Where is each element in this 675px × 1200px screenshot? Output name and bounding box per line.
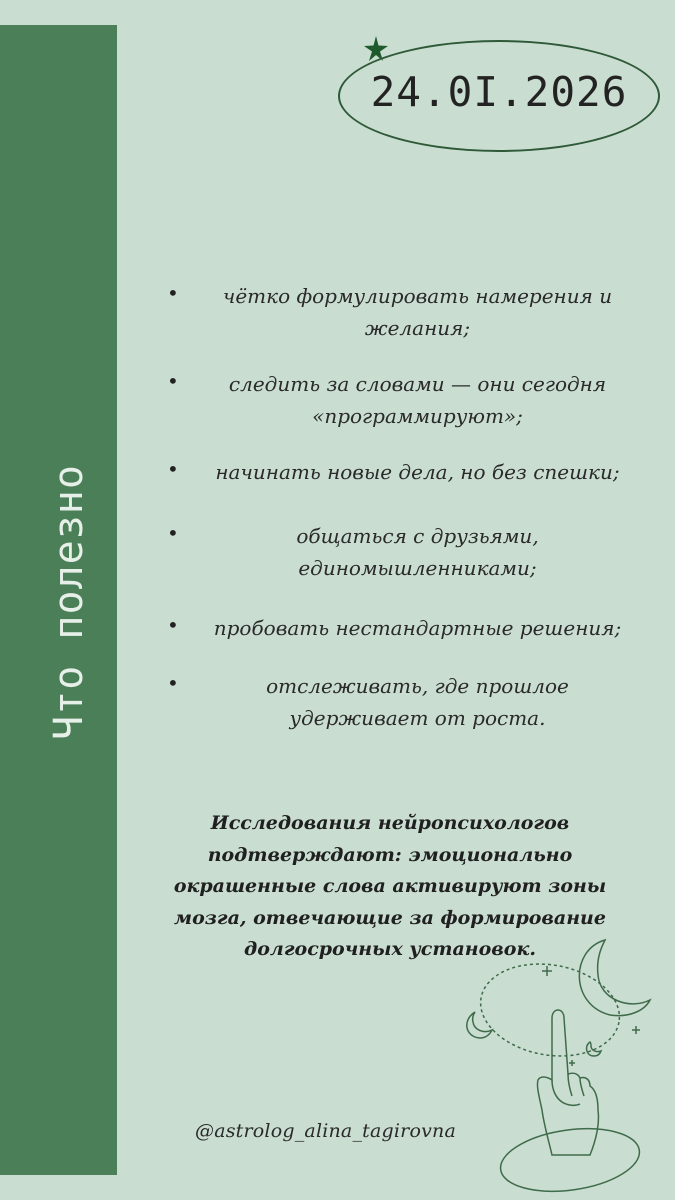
list-item [160, 456, 640, 520]
date-badge [338, 40, 660, 152]
bullet-icon: • [167, 521, 179, 545]
list-item-text: общаться с друзьями, единомышленниками; [296, 524, 539, 580]
bullet-icon: • [167, 457, 179, 481]
list-item-text: отслеживать, где прошлое удерживает от роста. [266, 674, 569, 730]
list-item-text: следить за словами — они сегодня «программируют»; [228, 372, 607, 428]
list-item-text: начинать новые дела, но без спешки; [215, 460, 620, 484]
moon-hand-illustration [440, 930, 670, 1200]
bullet-icon: • [167, 369, 179, 393]
list-item [160, 520, 640, 612]
bullet-icon: • [167, 671, 179, 695]
list-item [160, 612, 640, 670]
sparkle-icon [542, 966, 552, 976]
crescent-moon-large-icon [579, 940, 650, 1016]
hand-detail [552, 1074, 584, 1105]
list-item-text: чётко формулировать намерения и желания; [222, 284, 613, 340]
recommendations-list [160, 280, 640, 758]
list-item [160, 280, 640, 368]
orbit-ring-lower [497, 1121, 644, 1200]
list-item-text: пробовать нестандартные решения; [213, 616, 622, 640]
bullet-icon: • [167, 613, 179, 637]
sparkle-icon [569, 1060, 575, 1066]
sparkle-icon [632, 1026, 640, 1034]
list-item [160, 670, 640, 758]
crescent-moon-small-icon [467, 1012, 492, 1038]
date-text: 24.0I.2026 [370, 68, 628, 116]
bullet-icon: • [167, 281, 179, 305]
research-note: Исследования нейропсихологов подтверждают: эмоционально окрашенные слова активируют зоны мозга, отвечающие за формирование долгосрочных установок. [173, 812, 607, 960]
section-title: Что полезно [46, 464, 92, 740]
author-handle: @astrolog_alina_tagirovna [195, 1120, 456, 1142]
list-item [160, 368, 640, 456]
